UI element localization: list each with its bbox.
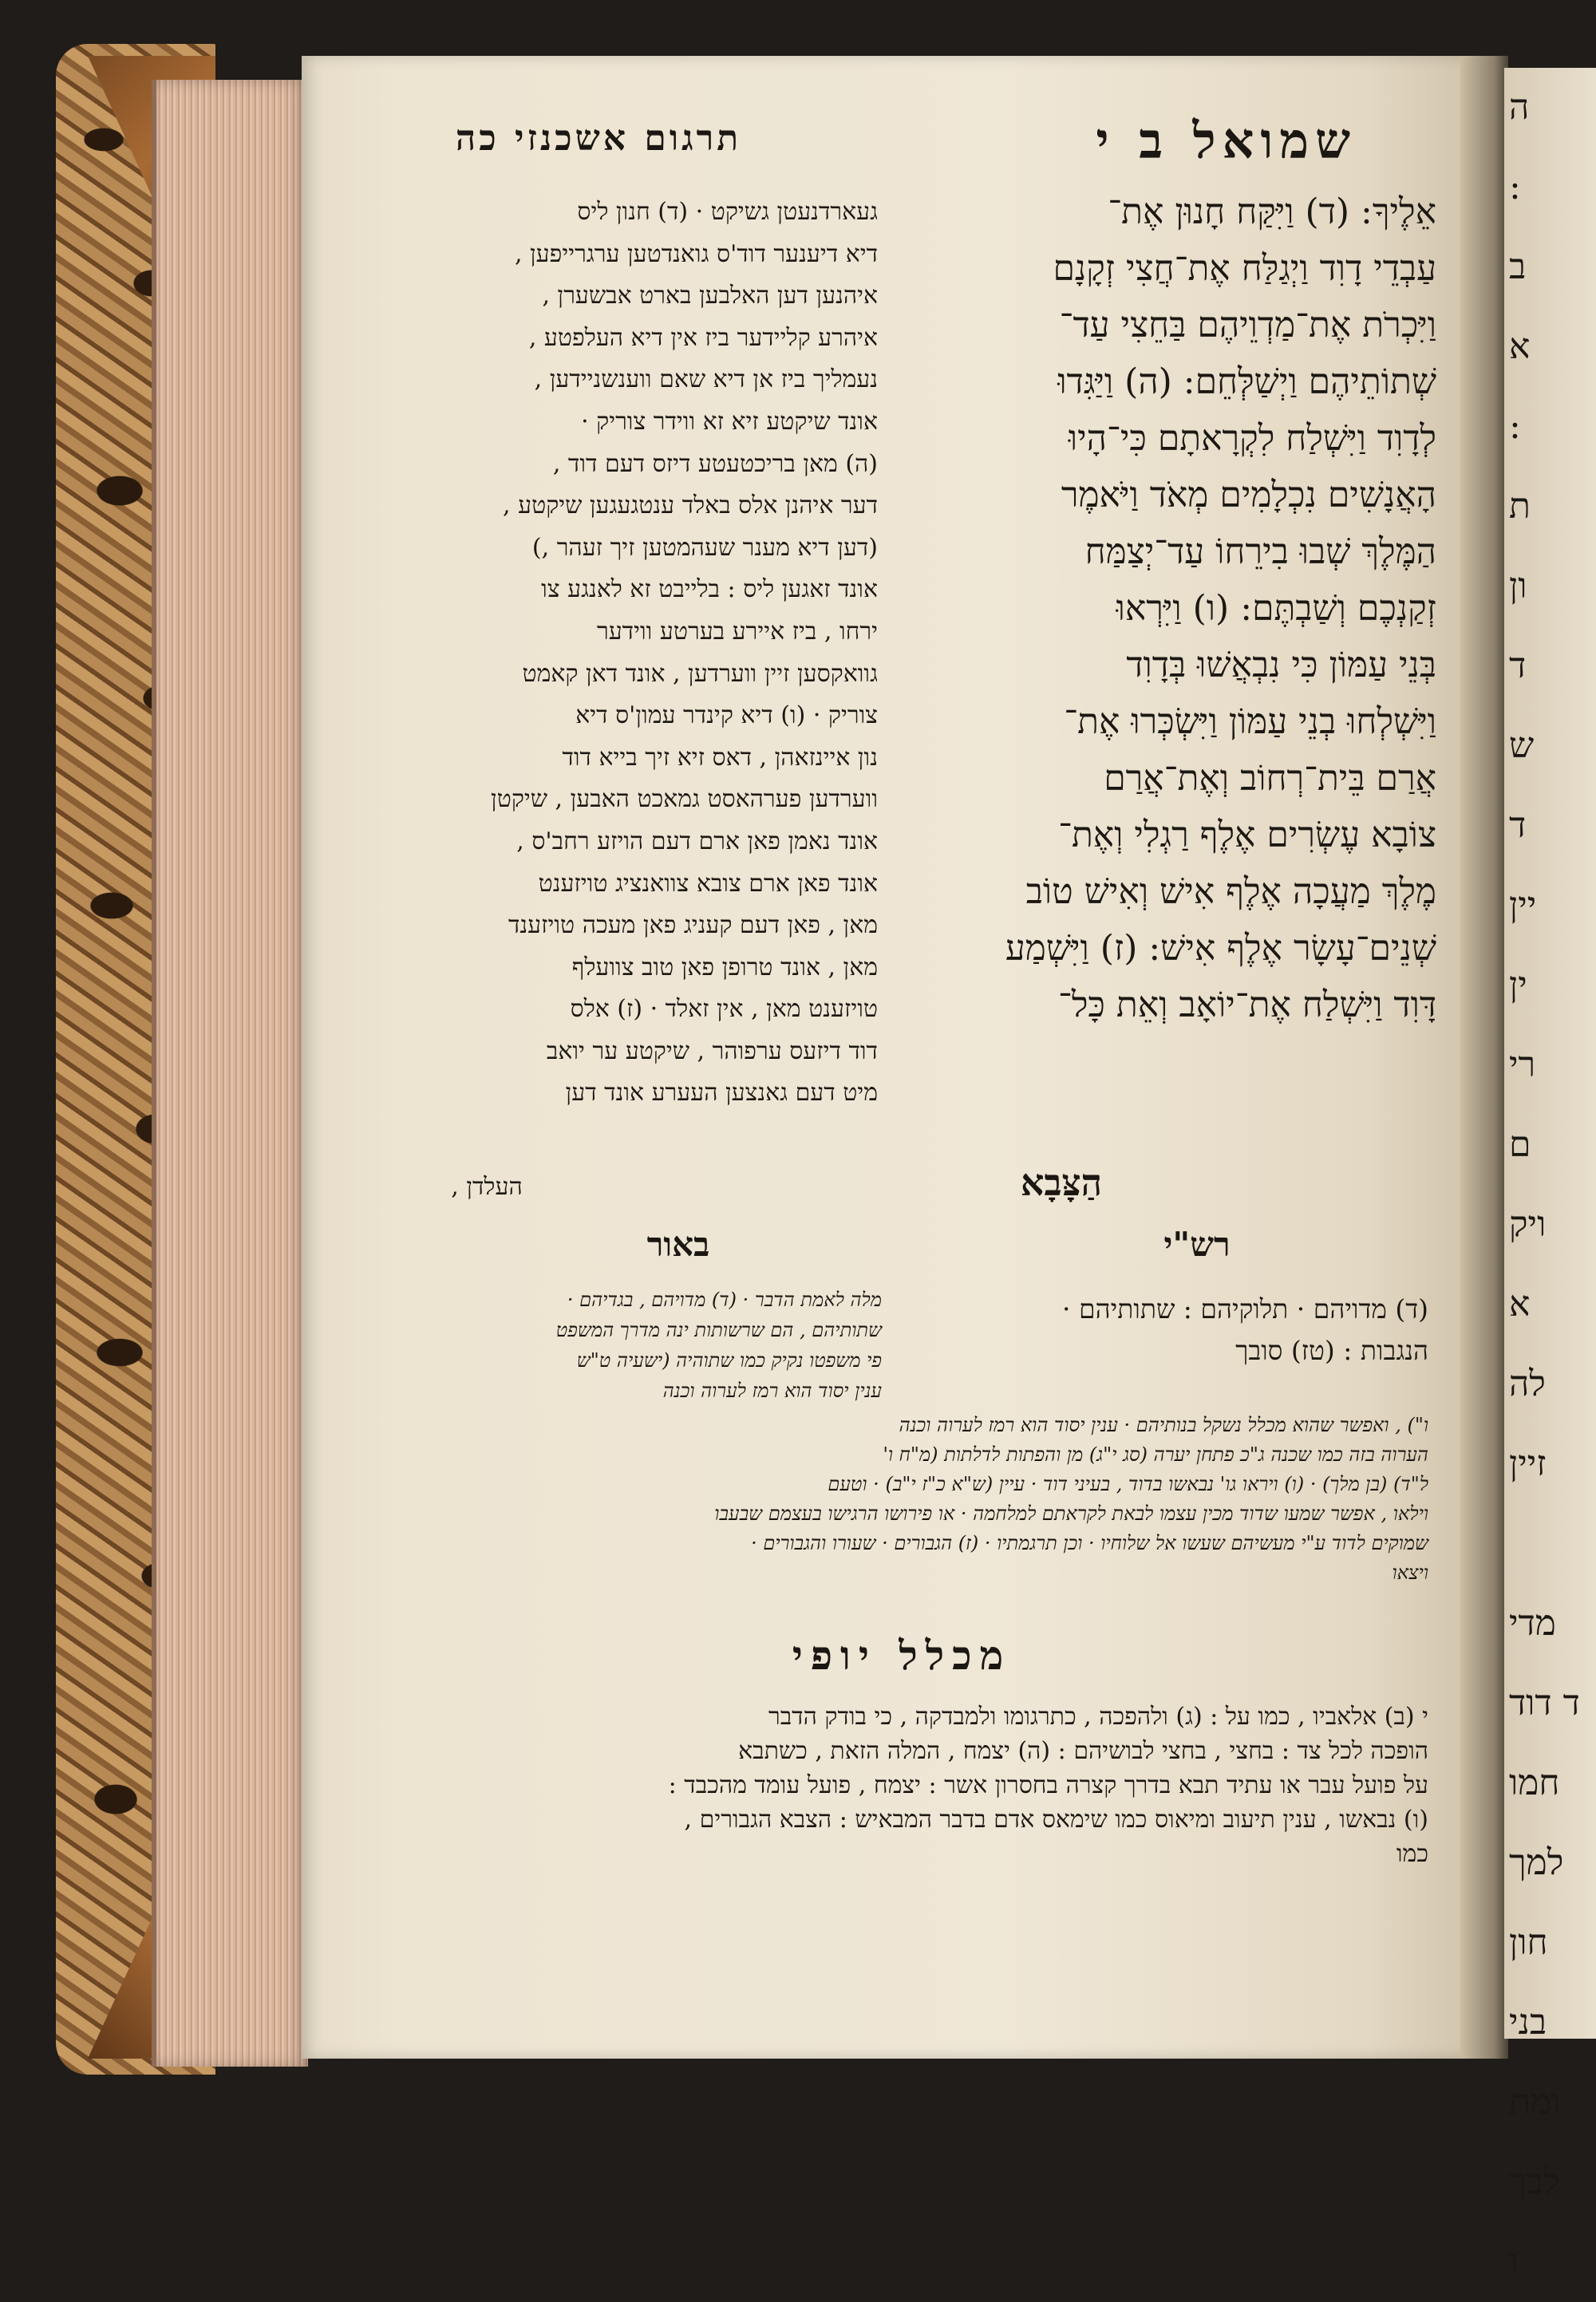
- yiddish-line: דיא דיענער דוד'ס גואנדטען ערגרייפען ,: [514, 239, 878, 268]
- yiddish-line: טויזענט מאן , אין זאלד · (ז) אלס: [570, 995, 878, 1024]
- biur-line: שתותיהם , הם שרשותות ינה מדרך המשפט: [555, 1319, 882, 1341]
- facing-page-line: ם: [1509, 1124, 1531, 1165]
- biur-line: ענין יסוד הוא רמז לערוה וכנה: [662, 1380, 882, 1402]
- rashi-line: הנגבות : (טז) סובך: [1235, 1335, 1428, 1366]
- hebrew-verse-line: צוֹבָא עֶשְׂרִים אֶלֶף רַגְלִי וְאֶת־: [1058, 815, 1436, 855]
- facing-page-line: לבך: [1509, 2162, 1560, 2202]
- hebrew-verse-line: שְׁנֵים־עָשָׂר אֶלֶף אִישׁ: (ז) וַיִּשְׁמַע: [1005, 928, 1436, 969]
- yiddish-line: אונד שיקטע זיא זא ווידר צוריק ·: [581, 407, 878, 436]
- facing-page-line: ש: [1509, 725, 1535, 766]
- yiddish-translation-text: [363, 192, 878, 1115]
- facing-page-line: יין: [1509, 885, 1537, 926]
- hebrew-verse-line: עַבְדֵי דָוִד וַיְגַלַּח אֶת־חֲצִי זְקָנָם: [1053, 248, 1436, 289]
- hebrew-verse-line: בְּנֵי עַמּוֹן כִּי נִבְאֲשׁוּ בְּדָוִד: [1126, 645, 1436, 685]
- facing-page-fragment: [1504, 68, 1596, 2282]
- yiddish-line: (ה) מאן בריכטעטע דיזס דעם דוד ,: [552, 449, 878, 478]
- facing-page-line: ין: [1509, 965, 1527, 1005]
- facing-page-line: חמו: [1509, 1763, 1560, 1803]
- yiddish-line: מיט דעם גאנצען העערע אונד דען: [565, 1079, 878, 1108]
- yiddish-line: ירחו , ביז איירע בערטע ווידער: [596, 617, 878, 646]
- biur-heading: באור: [646, 1225, 710, 1264]
- mikhlal-yofi-line: על פועל עבר או עתיד תבא בדרך קצרה בחסרון אשר : יצמח , פועל עומד מהכבד :: [668, 1771, 1428, 1799]
- commentary-note-line: הערוה בזה כמו שכנה ג"כ פתחן יערה (סג י"ג) מן והפתות לדלתות (מ"ח ו': [883, 1443, 1428, 1466]
- facing-page-line: ה: [1509, 87, 1530, 128]
- yiddish-line: אונד פאן ארם צובא צוואנציג טויזענט: [538, 869, 878, 898]
- facing-page-line: [1504, 1504, 1596, 1584]
- yiddish-last-word: העלדן ,: [451, 1173, 523, 1201]
- yiddish-line: גוואקסען זיין ווערדען , אונד דאן קאמט: [522, 659, 878, 688]
- mikhlal-yofi-line: כמו: [1396, 1840, 1428, 1868]
- facing-page-line: א: [1509, 1284, 1531, 1325]
- mikhlal-yofi-line: (ו) נבאשו , ענין תיעוב ומיאוס כמו שימאס אדם בדבר המבאיש : הצבא הגבורים ,: [684, 1806, 1428, 1834]
- facing-page-line: לה: [1509, 1364, 1546, 1404]
- hebrew-verse-line: מֶלֶךְ מַעֲכָה אֶלֶף אִישׁ וְאִישׁ טוֹב: [1025, 871, 1436, 912]
- facing-page-line: ת: [1509, 486, 1531, 527]
- yiddish-line: נון איינזאהן , דאס זיא זיך בייא דוד: [562, 743, 878, 772]
- mikhlal-yofi-line: הופכה לכל צד : בחצי , בחצי לבושיהם : (ה) יצמח , המלה הזאת , כשתבא: [738, 1737, 1428, 1765]
- yiddish-line: דוד דיזעס ערפוהר , שיקטע ער יואב: [546, 1036, 878, 1065]
- facing-page-line: ו: [1509, 2241, 1519, 2282]
- hebrew-last-word: הַצָּבָא: [1020, 1161, 1103, 1204]
- yiddish-line: איהרע קליידער ביז אין דיא העלפטע ,: [528, 323, 878, 352]
- commentary-note-line: ו") , ואפשר שהוא מכלל נשקל בנותיהם · ענין יסוד הוא רמז לערוה וכנה: [899, 1414, 1428, 1436]
- yiddish-line: דער איהנן אלס באלד ענטגעגען שיקטע ,: [503, 492, 878, 520]
- running-title-translation: תרגום אשכנזי כה: [455, 118, 742, 159]
- facing-page-line: מדי: [1509, 1603, 1556, 1644]
- facing-page-line: :: [1509, 167, 1521, 207]
- rashi-commentary: [902, 1289, 1428, 1372]
- yiddish-line: מאן , אונד טרופן פאן טוב צוועלף: [571, 953, 878, 981]
- hebrew-verse-line: הָאֲנָשִׁים נִכְלָמִים מְאֹד וַיֹּאמֶר: [1061, 475, 1436, 515]
- mikhlal-yofi-heading: מכלל יופי: [792, 1632, 1012, 1679]
- mikhlal-yofi-line: י (ב) אלאביו , כמו על : (ג) ולהפכה , כתרגומו ולמבדקה , כי בודק הדבר: [768, 1703, 1428, 1731]
- hebrew-verse-line: וַיִּשְׁלְחוּ בְנֵי עַמּוֹן וַיִּשְׂכְּרוּ אֶת־: [1064, 701, 1436, 742]
- facing-page-line: ון: [1509, 566, 1527, 606]
- commentary-note-line: ויצאו: [1392, 1562, 1428, 1584]
- facing-page-line: חון: [1509, 1922, 1548, 1963]
- facing-page-line: ד: [1509, 646, 1527, 686]
- biur-line: מלה לאמת הדבר · (ד) מדויהם , בגדיהם ·: [567, 1289, 882, 1311]
- mikhlal-yofi-commentary: [363, 1700, 1428, 1871]
- biur-line: פי משפטו נקיק כמו שתוהיה (ישעיה ט"ש: [576, 1349, 882, 1372]
- facing-page-line: :: [1509, 406, 1521, 447]
- facing-page-line: ד דוד: [1509, 1683, 1580, 1724]
- facing-page-line: זיין: [1509, 1443, 1547, 1484]
- commentary-note-line: שמוקים לדוד ע"י מעשיהם שעשו אל שלוחיו · וכן תרגמתיו · (ז) הגבורים · שעורו והגבורים ·: [751, 1532, 1428, 1554]
- book-gutter: [1460, 56, 1508, 2059]
- facing-page-lines: [1504, 68, 1596, 2302]
- yiddish-line: אונד נאמן פאן ארם דעם הויזע רחב'ס ,: [516, 827, 878, 855]
- commentary-note-line: וילאו , אפשר שמעו שדוד מכין עצמו לבאת לקראתם למלחמה · או פירושו הרגישו בעצמם שבעבו: [714, 1502, 1428, 1525]
- facing-page-line: א: [1509, 326, 1531, 367]
- running-title-book: שמואל ב י: [1096, 112, 1357, 170]
- hebrew-verse-line: לְדָוִד וַיִּשְׁלַח לִקְרָאתָם כִּי־הָיוּ: [1068, 418, 1436, 459]
- hebrew-verse-line: וַיִּכְרֹת אֶת־מַדְוֵיהֶם בַּחֵצִי עַד־: [1059, 305, 1436, 345]
- commentary-note-line: ל"ד) (בן מלך) · (ו) ויראו גו' נבאשו בדוד , בעיני דוד · עיין (ש"א כ"ז י"ב) · וטעם: [828, 1473, 1428, 1495]
- commentary-notes: [363, 1411, 1428, 1588]
- yiddish-line: איהנען דען האלבען בארט אבשערן ,: [542, 282, 878, 310]
- hebrew-verse-line: שְׁתוֹתֵיהֶם וַיְשַׁלְּחֵם: (ה) וַיַּגִּדוּ: [1057, 361, 1436, 402]
- facing-page-line: ד: [1509, 805, 1527, 846]
- yiddish-line: נעמליך ביז אן דיא שאם ווענשניידען ,: [534, 365, 878, 394]
- hebrew-verse-line: דָּוִד וַיִּשְׁלַח אֶת־יוֹאָב וְאֵת כָּל־: [1057, 985, 1436, 1025]
- hebrew-verse-line: הַמֶּלֶךְ שְׁבוּ בִירֵחוֹ עַד־יְצַמַּח: [1084, 531, 1436, 572]
- yiddish-line: מאן , פאן דעם קעניג פאן מעכה טויזענד: [508, 911, 878, 940]
- facing-page-line: ב: [1509, 247, 1527, 287]
- hebrew-biblical-text: [886, 184, 1436, 1033]
- hebrew-verse-line: אֲרַם בֵּית־רְחוֹב וְאֶת־אֲרַם: [1104, 758, 1436, 799]
- hebrew-verse-line: אֵלֶיךָ: (ד) וַיִּקַּח חָנוּן אֶת־: [1108, 192, 1436, 232]
- yiddish-line: ווערדען פערהאסט גמאכט האבען , שיקטן: [491, 785, 878, 814]
- hebrew-verse-line: זְקַנְכֶם וְשַׁבְתֶּם: (ו) וַיִּרְאוּ: [1116, 588, 1436, 629]
- yiddish-line: געארדנעטן גשיקט · (ד) חנון ליס: [577, 198, 878, 226]
- page-edges: [152, 80, 308, 2067]
- rashi-heading: רש"י: [1163, 1225, 1231, 1264]
- facing-page-line: ומת: [1509, 2082, 1561, 2122]
- yiddish-line: (דען דיא מענר שעהמטען זיך זעהר ,): [531, 533, 878, 562]
- facing-page-line: רי: [1509, 1044, 1536, 1085]
- biur-commentary: [363, 1285, 882, 1406]
- facing-page-line: בני: [1509, 2002, 1547, 2043]
- yiddish-line: אונד זאגען ליס : בלייבט זא לאנגע צו: [541, 575, 878, 604]
- facing-page-line: ויק: [1509, 1204, 1547, 1245]
- facing-page-line: למך: [1509, 1842, 1564, 1883]
- rashi-line: (ד) מדויהם · תלוקיהם : שתותיהם ·: [1062, 1293, 1428, 1325]
- yiddish-line: צוריק · (ו) דיא קינדר עמון'ס דיא: [575, 701, 878, 730]
